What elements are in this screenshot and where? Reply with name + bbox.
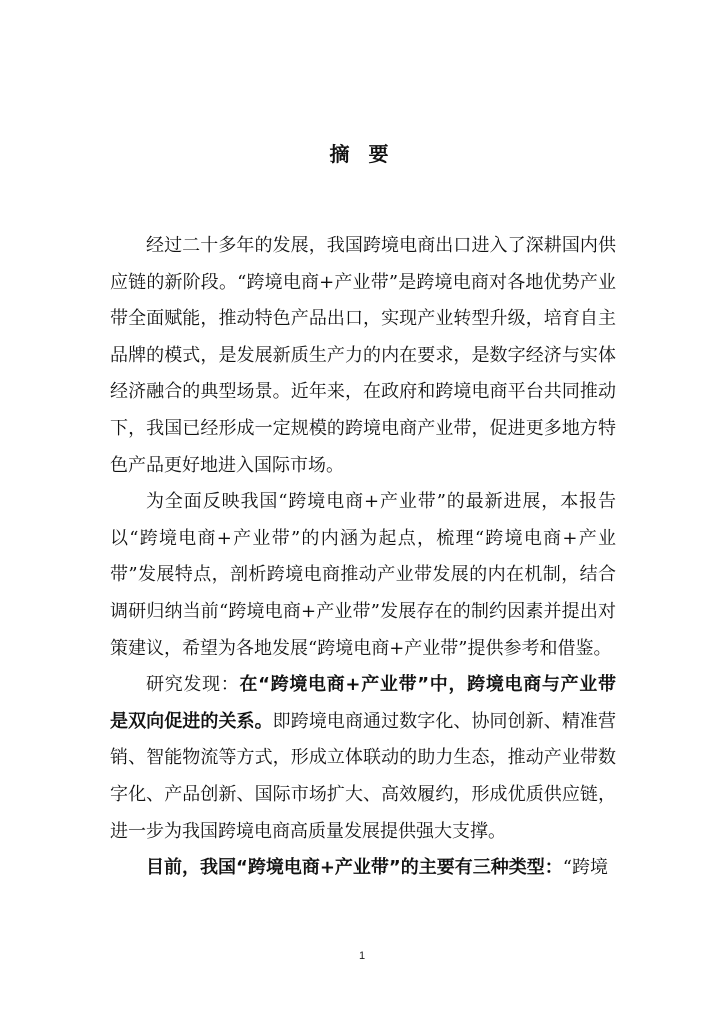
abstract-body: [110, 228, 616, 887]
paragraph-3-text: 即跨境电商通过数字化、协同创新、精准营销、智能物流等方式，形成立体联动的助力生态，推动产业带数字化、产品创新、国际市场扩大、高效履约，形成优质供应链，进一步为我国跨境电商高质量发展提供强大支撑。: [110, 710, 617, 842]
paragraph-4-bold-text: 目前，我国“跨境电商+产业带”的主要有三种类型：: [146, 857, 563, 879]
paragraph-2: [110, 484, 616, 667]
page-number: 1: [358, 950, 366, 962]
paragraph-4-text: “跨境: [562, 857, 608, 879]
paragraph-1-text: 经过二十多年的发展，我国跨境电商出口进入了深耕国内供应链的新阶段。“跨境电商+产业带”是跨境电商对各地优势产业带全面赋能，推动特色产品出口，实现产业转型升级，培育自主品牌的模式，是发展新质生产力的内在要求，是数字经济与实体经济融合的典型场景。近年来，在政府和跨境电商平台共同推动下，我国已经形成一定规模的跨境电商产业带，促进更多地方特色产品更好地进入国际市场。: [110, 235, 616, 476]
paragraph-2-text: 为全面反映我国“跨境电商+产业带”的最新进展，本报告以“跨境电商+产业带”的内涵为起点，梳理“跨境电商+产业带”发展特点，剖析跨境电商推动产业带发展的内在机制，结合调研归纳当前“跨境电商+产业带”发展存在的制约因素并提出对策建议，希望为各地发展“跨境电商+产业带”提供参考和借鉴。: [110, 491, 616, 659]
paragraph-3-lead: 研究发现：: [146, 674, 240, 696]
page-title: 摘 要: [329, 142, 395, 166]
paragraph-3: [110, 667, 616, 850]
paragraph-3-bold-text: 在“跨境电商+产业带”中，跨境电商与产业带是双向促进的关系。: [110, 674, 616, 732]
paragraph-4: [110, 850, 616, 887]
paragraph-1: [110, 228, 616, 484]
